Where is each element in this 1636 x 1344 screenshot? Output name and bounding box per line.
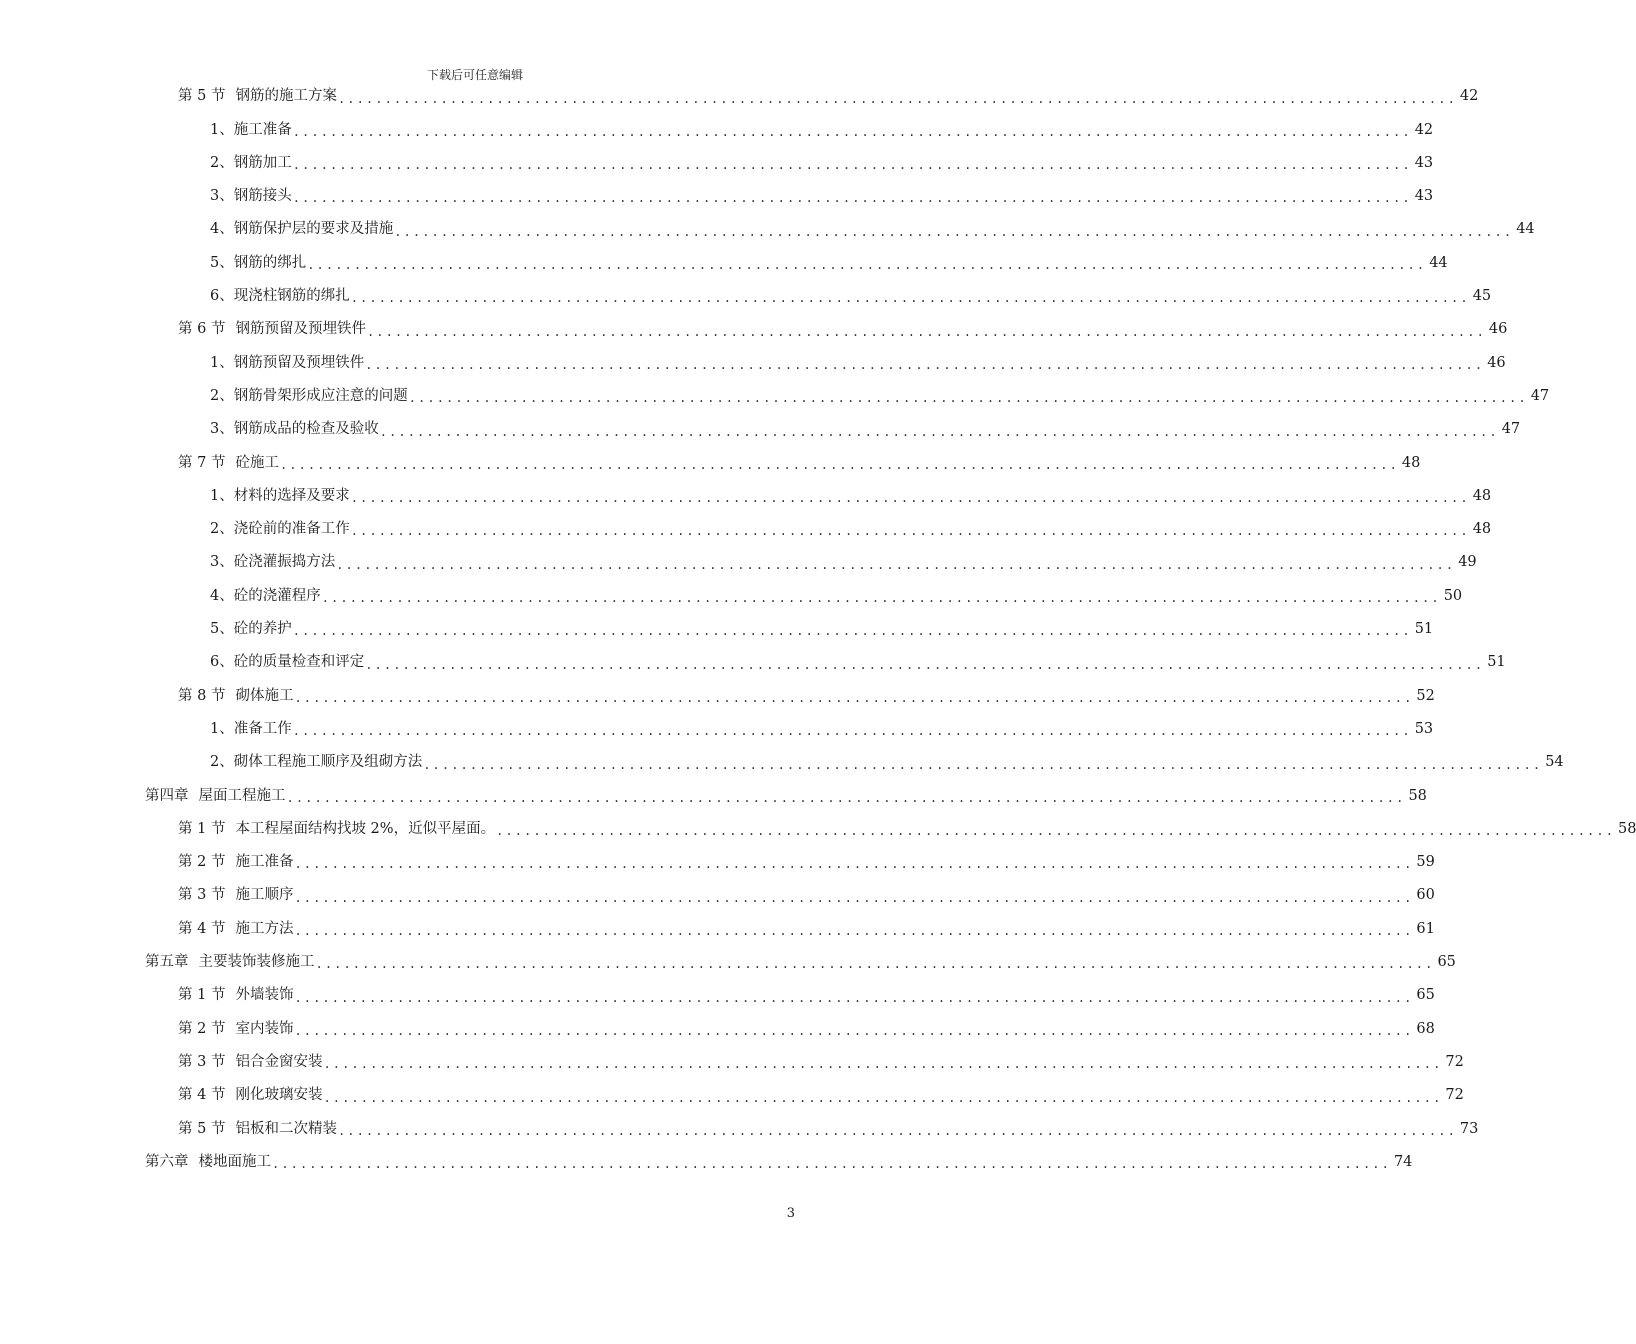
toc-entry-page: 49 [1458,554,1477,571]
toc-entry-title: 钢筋骨架形成应注意的问题 [233,387,408,404]
toc-entry-page: 44 [1429,254,1448,271]
toc-entry-number: 4、 [210,221,234,238]
toc-entry[interactable] [210,546,1477,579]
toc-entry-page: 65 [1416,987,1435,1004]
toc-entry-number: 第四章 [145,787,189,804]
toc-entry[interactable] [145,946,1456,979]
toc-entry-title: 砼的质量检查和评定 [233,654,365,671]
toc-dot-leader: ........................................................................................................................ [336,557,1456,572]
toc-entry-title: 钢筋加工 [233,154,292,171]
toc-entry-page: 43 [1414,154,1434,171]
toc-entry-page: 68 [1416,1020,1435,1037]
toc-entry-title: 主要装饰装修施工 [198,954,315,971]
toc-entry-number: 1、 [210,121,234,138]
toc-dot-leader: ........................................................................................................................ [408,391,1528,406]
toc-dot-leader: ........................................................................................................................ [292,624,1412,639]
toc-entry-page: 60 [1416,887,1435,904]
toc-entry-page: 48 [1472,521,1492,538]
toc-entry-title: 砼的养护 [233,621,292,638]
toc-entry-title: 铝板和二次精装 [235,1120,337,1137]
toc-entry-number: 第六章 [145,1153,189,1170]
toc-dot-leader: ........................................................................................................................ [350,291,1470,306]
toc-entry-title: 现浇柱钢筋的绑扎 [233,288,350,305]
toc-entry-number: 3、 [210,421,234,438]
toc-dot-leader: ........................................................................................................................ [286,790,1406,805]
toc-dot-leader: ........................................................................................................................ [323,1090,1443,1105]
toc-entry-title: 钢筋预留及预埋铁件 [233,354,365,371]
toc-entry-title: 屋面工程施工 [198,787,286,804]
toc-dot-leader: ........................................................................................................................ [292,191,1412,206]
toc-entry-title: 钢筋成品的检查及验收 [233,421,379,438]
toc-dot-leader: ........................................................................................................................ [294,690,1414,705]
toc-entry[interactable] [178,80,1479,113]
toc-entry-page: 45 [1472,288,1492,305]
toc-dot-leader: ........................................................................................................................ [365,657,1485,672]
toc-entry-page: 54 [1545,754,1564,771]
toc-entry-number: 第 3 节 [178,1053,226,1070]
toc-dot-leader: ........................................................................................................................ [292,158,1412,173]
toc-entry-number: 1、 [210,487,234,504]
toc-entry-number: 第 5 节 [178,88,226,105]
toc-entry-page: 48 [1401,454,1421,471]
toc-entry-title: 钢筋保护层的要求及措施 [233,221,394,238]
toc-entry-number: 6、 [210,288,234,305]
toc-entry-page: 43 [1414,188,1434,205]
toc-entry[interactable] [210,213,1535,246]
toc-entry[interactable] [210,713,1434,746]
toc-entry-number: 3、 [210,188,234,205]
toc-entry-number: 第 1 节 [178,820,226,837]
toc-entry-number: 5、 [210,254,234,271]
toc-entry-page: 48 [1472,487,1492,504]
toc-entry-number: 第 4 节 [178,920,226,937]
toc-entry-page: 72 [1445,1087,1464,1104]
toc-dot-leader: ........................................................................................................................ [292,124,1412,139]
toc-dot-leader: ........................................................................................................................ [294,924,1414,938]
toc-entry-title: 准备工作 [233,720,292,737]
toc-entry-number: 第 2 节 [178,1020,226,1037]
toc-entry[interactable] [178,446,1421,479]
toc-dot-leader: ........................................................................................................................ [321,591,1441,605]
page-number: 3 [786,1206,795,1221]
toc-entry[interactable] [210,280,1492,313]
toc-dot-leader: ........................................................................................................................ [272,1157,1391,1172]
toc-entry-page: 46 [1487,354,1506,371]
toc-entry-page: 44 [1516,221,1535,238]
toc-entry-page: 59 [1416,854,1435,871]
toc-entry-number: 1、 [210,720,234,737]
toc-entry-title: 砼浇灌振捣方法 [233,554,336,571]
toc-entry[interactable] [210,346,1506,379]
toc-entry[interactable] [178,679,1435,712]
toc-entry-number: 第 3 节 [178,887,226,904]
toc-dot-leader: ........................................................................................................................ [315,957,1435,972]
toc-entry-number: 第 8 节 [178,687,226,704]
toc-entry[interactable] [145,779,1427,812]
toc-entry-number: 3、 [210,554,234,571]
toc-entry-title: 浇砼前的准备工作 [233,521,350,538]
toc-entry-title: 施工顺序 [235,887,294,904]
toc-entry-number: 4、 [210,587,234,604]
toc-entry[interactable] [210,380,1550,413]
toc-entry[interactable] [210,147,1434,180]
toc-dot-leader: ........................................................................................................................ [423,757,1543,772]
toc-entry-page: 53 [1414,720,1434,737]
toc-entry[interactable] [210,646,1506,679]
toc-entry[interactable] [210,413,1521,446]
toc-dot-leader: ........................................................................................................................ [379,424,1499,439]
toc-entry[interactable] [178,1112,1479,1145]
toc-dot-leader: ........................................................................................................................ [292,724,1412,739]
toc-entry[interactable] [210,613,1434,646]
toc-entry[interactable] [210,580,1463,613]
toc-entry[interactable] [210,513,1492,546]
toc-entry-page: 50 [1443,587,1463,604]
toc-entry-title: 施工方法 [235,920,294,937]
toc-entry-page: 51 [1414,621,1434,638]
toc-entry-page: 73 [1459,1120,1479,1137]
toc-entry[interactable] [178,1012,1435,1045]
toc-entry-page: 46 [1488,321,1508,338]
toc-entry-number: 第 5 节 [178,1120,226,1137]
toc-entry-page: 65 [1437,954,1456,971]
toc-dot-leader: ........................................................................................................................ [350,491,1470,506]
toc-entry[interactable] [210,480,1492,513]
toc-entry-page: 72 [1445,1053,1464,1070]
toc-entry-number: 2、 [210,754,234,771]
toc-entry-title: 楼地面施工 [198,1153,271,1170]
toc-entry[interactable] [178,1046,1464,1079]
toc-entry[interactable] [178,879,1435,912]
toc-entry-title: 施工准备 [233,121,292,138]
toc-entry-title: 铝合金窗安装 [235,1053,323,1070]
toc-entry[interactable] [210,247,1448,280]
toc-entry[interactable] [145,1146,1413,1179]
toc-entry-number: 5、 [210,621,234,638]
toc-dot-leader: ........................................................................................................................ [337,91,1457,106]
toc-entry-page: 58 [1408,787,1427,804]
toc-entry-page: 74 [1393,1153,1413,1170]
toc-dot-leader: ........................................................................................................................ [394,224,1514,239]
toc-entry-title: 本工程屋面结构找坡 2%，近似平屋面。 [235,820,496,837]
toc-entry-page: 61 [1416,920,1435,937]
toc-entry-page: 47 [1530,387,1550,404]
toc-entry-page: 42 [1414,121,1434,138]
toc-entry-number: 第 1 节 [178,987,226,1004]
toc-entry-title: 砌体施工 [235,687,294,704]
toc-entry[interactable] [178,1079,1464,1112]
toc-entry-title: 钢筋预留及预埋铁件 [235,321,366,338]
toc-entry-title: 砌体工程施工顺序及组砌方法 [233,754,423,771]
toc-dot-leader: ........................................................................................................................ [307,258,1427,272]
toc-entry-title: 砼的浇灌程序 [233,587,321,604]
toc-entry-title: 钢筋的施工方案 [235,88,337,105]
toc-entry-title: 钢筋的绑扎 [233,254,307,271]
toc-dot-leader: ........................................................................................................................ [365,357,1485,372]
toc-entry-number: 第五章 [145,954,189,971]
toc-dot-leader: ........................................................................................................................ [279,457,1399,472]
toc-entry-number: 第 4 节 [178,1087,226,1104]
toc-entry-number: 2、 [210,521,234,538]
toc-entry[interactable] [210,180,1434,213]
toc-dot-leader: ........................................................................................................................ [294,1023,1414,1038]
toc-entry-number: 2、 [210,154,234,171]
toc-entry[interactable] [210,113,1434,146]
toc-entry-title: 室内装饰 [235,1020,294,1037]
toc-entry-page: 52 [1416,687,1435,704]
toc-entry[interactable] [210,746,1564,779]
toc-entry-page: 47 [1501,421,1521,438]
toc-entry-number: 6、 [210,654,234,671]
toc-entry-title: 施工准备 [235,854,294,871]
toc-entry-page: 58 [1618,820,1636,837]
toc-entry-number: 第 6 节 [178,321,226,338]
toc-entry[interactable] [178,313,1508,346]
header-note: 下载后可任意编辑 [426,68,523,82]
toc-entry-number: 第 2 节 [178,854,226,871]
toc-entry[interactable] [178,913,1435,946]
toc-dot-leader: ........................................................................................................................ [366,324,1486,339]
toc-entry-number: 1、 [210,354,234,371]
toc-entry[interactable] [178,979,1435,1012]
toc-entry-number: 2、 [210,387,234,404]
toc-entry-title: 砼施工 [235,454,279,471]
toc-dot-leader: ........................................................................................................................ [350,524,1470,539]
toc-entry[interactable] [178,846,1435,879]
toc-entry-page: 51 [1487,654,1506,671]
toc-entry-title: 钢筋接头 [233,188,292,205]
toc-dot-leader: ........................................................................................................................ [337,1123,1457,1138]
toc-dot-leader: ........................................................................................................................ [294,857,1414,872]
toc-entry-page: 42 [1459,88,1479,105]
toc-dot-leader: ........................................................................................................................ [496,824,1616,839]
toc-entry-number: 第 7 节 [178,454,226,471]
toc-dot-leader: ........................................................................................................................ [294,890,1414,905]
toc-entry-title: 外墙装饰 [235,987,294,1004]
toc-dot-leader: ........................................................................................................................ [294,990,1414,1005]
toc-entry[interactable] [178,813,1636,846]
toc-entry-title: 材料的选择及要求 [233,487,350,504]
toc-dot-leader: ........................................................................................................................ [323,1057,1443,1072]
toc-entry-title: 刚化玻璃安装 [235,1087,323,1104]
